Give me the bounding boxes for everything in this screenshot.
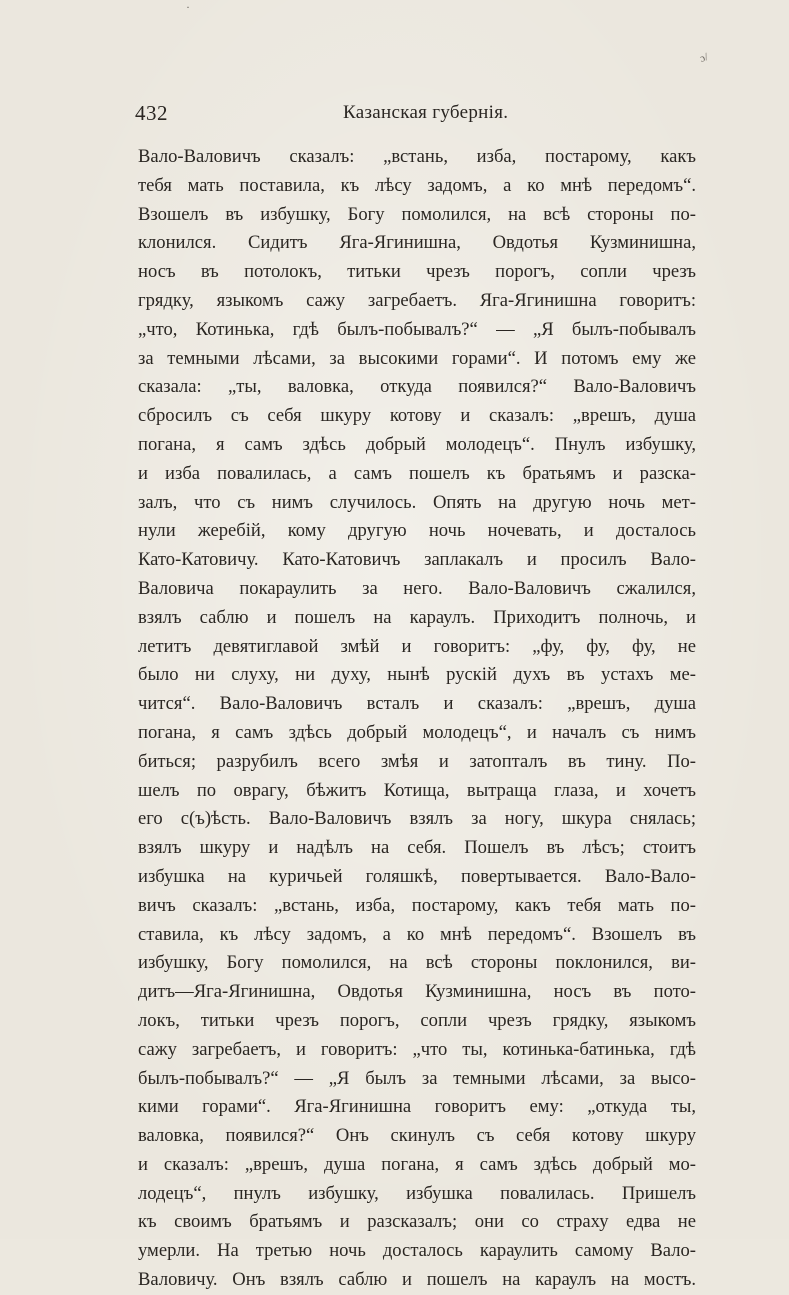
- text-line: тебя мать поставила, къ лѣсу задомъ, а ко мнѣ передомъ“.: [138, 174, 696, 196]
- text-line: залъ, что съ нимъ случилось. Опять на другую ночь мет-: [138, 491, 696, 513]
- text-line: локъ, титьки чрезъ порогъ, сопли чрезъ грядку, языкомъ: [138, 1009, 696, 1031]
- text-line: носъ въ потолокъ, титьки чрезъ порогъ, сопли чрезъ: [138, 261, 696, 283]
- text-line: было ни слуху, ни духу, нынѣ рускій духъ въ устахъ ме-: [138, 664, 696, 686]
- text-line: сбросилъ съ себя шкуру котову и сказалъ: „врешъ, душа: [138, 405, 696, 427]
- text-line: и изба повалилась, а самъ пошелъ къ братьямъ и разска-: [138, 462, 696, 484]
- text-line: шелъ по оврагу, бѣжитъ Котища, вытраща глаза, и хочетъ: [138, 779, 696, 801]
- text-line: Вало-Валовичъ сказалъ: „встань, изба, постарому, какъ: [138, 146, 696, 167]
- text-line: сажу загребаетъ, и говоритъ: „что ты, котинька-батинька, гдѣ: [138, 1038, 696, 1060]
- text-line: клонился. Сидитъ Яга-Ягинишна, Овдотья Кузминишна,: [138, 232, 696, 254]
- text-line: биться; разрубилъ всего змѣя и затопталъ въ тину. По-: [138, 750, 696, 772]
- text-line: валовка, появился?“ Онъ скинулъ съ себя котову шкуру: [138, 1125, 696, 1147]
- text-line: чится“. Вало-Валовичъ всталъ и сказалъ: „врешъ, душа: [138, 693, 696, 715]
- text-line: Като-Катовичу. Като-Катовичъ заплакалъ и просилъ Вало-: [138, 549, 696, 571]
- text-line: Взошелъ въ избушку, Богу помолился, на всѣ стороны по-: [138, 203, 696, 225]
- ink-speck: ·: [186, 0, 190, 14]
- page-number: 432: [135, 101, 168, 125]
- text-line: погана, я самъ здѣсь добрый молодецъ“. Пнулъ избушку,: [138, 433, 696, 455]
- running-title: Казанская губернія.: [343, 102, 509, 123]
- text-line: нули жеребій, кому другую ночь ночевать, и досталось: [138, 520, 696, 542]
- text-line: былъ-побывалъ?“ — „Я былъ за темными лѣсами, за высо-: [138, 1067, 696, 1089]
- text-line: лодецъ“, пнулъ избушку, избушка повалилась. Пришелъ: [138, 1182, 696, 1204]
- text-line: Валовича покараулить за него. Вало-Валовичъ сжалился,: [138, 577, 696, 599]
- text-line: къ своимъ братьямъ и разсказалъ; они со страху едва не: [138, 1211, 696, 1233]
- text-line: избушку, Богу помолился, на всѣ стороны поклонился, ви-: [138, 952, 696, 974]
- text-line: взялъ саблю и пошелъ на караулъ. Приходитъ полночь, и: [138, 606, 696, 628]
- text-line: вичъ сказалъ: „встань, изба, постарому, какъ тебя мать по-: [138, 894, 696, 916]
- text-line: погана, я самъ здѣсь добрый молодецъ“, и началъ съ нимъ: [138, 721, 696, 743]
- text-line: сказала: „ты, валовка, откуда появился?“ Вало-Валовичъ: [138, 376, 696, 398]
- text-line: летитъ девятиглавой змѣй и говоритъ: „фу, фу, фу, не: [138, 635, 696, 657]
- text-line: его с(ъ)ѣсть. Вало-Валовичъ взялъ за ногу, шкура снялась;: [138, 808, 696, 830]
- text-line: ставила, къ лѣсу задомъ, а ко мнѣ передомъ“. Взошелъ въ: [138, 923, 696, 945]
- text-line: взялъ шкуру и надѣлъ на себя. Пошелъ въ лѣсъ; стоитъ: [138, 837, 696, 859]
- text-line: дитъ—Яга-Ягинишна, Овдотья Кузминишна, носъ въ пото-: [138, 981, 696, 1003]
- text-line: за темными лѣсами, за высокими горами“. И потомъ ему же: [138, 347, 696, 369]
- body-text: [138, 143, 696, 1295]
- corner-ink-mark: ɔ/: [698, 51, 710, 65]
- text-line: умерли. На третью ночь досталось караулить самому Вало-: [138, 1240, 696, 1262]
- text-line: кими горами“. Яга-Ягинишна говоритъ ему: „откуда ты,: [138, 1096, 696, 1118]
- text-line: и сказалъ: „врешъ, душа погана, я самъ здѣсь добрый мо-: [138, 1153, 696, 1175]
- text-line: избушка на куричьей голяшкѣ, повертывается. Вало-Вало-: [138, 865, 696, 887]
- page-header: [135, 101, 695, 127]
- text-line: „что, Котинька, гдѣ былъ-побывалъ?“ — „Я былъ-побывалъ: [138, 318, 696, 340]
- text-line: грядку, языкомъ сажу загребаетъ. Яга-Ягинишна говоритъ:: [138, 289, 696, 311]
- text-line: Валовичу. Онъ взялъ саблю и пошелъ на караулъ на мостъ.: [138, 1269, 696, 1291]
